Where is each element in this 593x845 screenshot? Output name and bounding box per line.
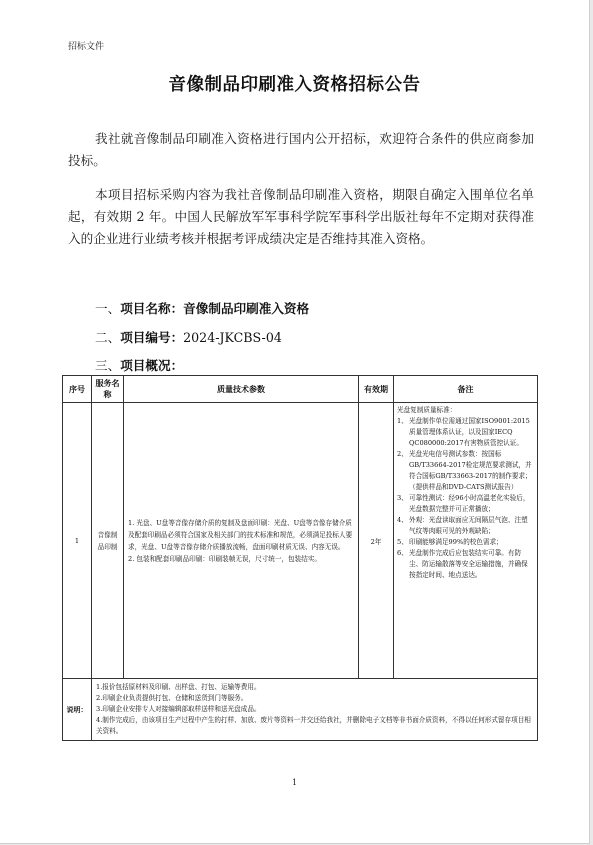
section-number: 二、 [95, 330, 121, 345]
overview-table [62, 375, 538, 741]
remark-text: 光盘制作完成后应包装结实可靠。有防尘、防运输散落等安全运输措施，并确保按指定时间、地点送达。 [409, 549, 528, 579]
remark-number: 1、 [397, 417, 408, 425]
remark-text: 印刷能够满足99%的校色需求； [409, 538, 503, 546]
note-item: 2.印刷企业负责提供打包、仓储和送货到门等服务。 [96, 694, 248, 702]
notes-cell [92, 679, 538, 741]
remark-item [397, 537, 534, 548]
remark-item [397, 548, 534, 581]
scope-paragraph: 本项目招标采购内容为我社音像制品印刷准入资格，期限自确定入围单位名单起，有效期 2 年。中国人民解放军军事科学院军事科学出版社每年不定期对获得准入的企业进行业绩考核并根据考评成绩决定是否维持其准入资格。 [68, 187, 534, 247]
section-label: 项目编号： [120, 330, 184, 345]
remark-item [397, 416, 534, 449]
section-label: 项目概况： [120, 358, 184, 373]
section-project-name [95, 298, 309, 317]
remark-text: 光盘光电信号测试参数：按国标GB/T33664-2017检定规范要求测试，并符合国标GB/T33663-2017的制作要求；（提供样品和DVD-CATS测试报告） [409, 450, 532, 491]
section-number: 三、 [95, 358, 121, 373]
remark-text: 外观：光盘读取面应无间隔层气泡、注塑气纹等肉眼可见的外观缺陷； [409, 516, 528, 535]
cell-seq: 1 [63, 403, 92, 679]
page-title: 音像制品印刷准入资格招标公告 [168, 75, 421, 95]
remark-text: 光盘制作单位需通过国家ISO9001:2015质量管理体系认证，以及国家IECQ QC080000:2017有害物质管控认证。 [409, 417, 530, 447]
section-number: 一、 [95, 301, 121, 316]
header-name: 服务名称 [92, 376, 124, 403]
remark-item [397, 515, 534, 537]
section-label: 项目名称： [120, 301, 184, 316]
table-header-row [63, 376, 538, 403]
note-item: 4.制作完成后，由该项目生产过程中产生的打样、加放、废片等资料一并交还给我社，并删除电子文档等非书面介质资料，不得以任何形式留存项目相关资料。 [96, 716, 531, 735]
cell-service-name: 音像制品印制 [92, 403, 124, 679]
table-notes-row [63, 679, 538, 741]
section-project-overview [95, 355, 183, 374]
note-item: 3.印刷企业安排专人对接编辑部取样送样和送光盘成品。 [96, 705, 261, 713]
remark-number: 6、 [397, 549, 408, 557]
note-item: 1.报价包括原材料及印刷、出样盘、打包、运输等费用。 [96, 683, 261, 691]
remark-number: 4、 [397, 516, 408, 524]
section-value: 音像制品印刷准入资格 [183, 301, 310, 316]
header-validity: 有效期 [359, 376, 394, 403]
remark-number: 5、 [397, 538, 408, 546]
remark-number: 3、 [397, 494, 408, 502]
section-value: 2024-JKCBS-04 [183, 330, 282, 345]
section-project-code [95, 327, 282, 346]
cell-quality-params: 1. 光盘、U盘等音像存储介质的复制及盘面印刷：光盘、U盘等音像存储介质及配套印刷品必须符合国家及相关部门的技术标准和规范，必须满足投标人要求，光盘、U盘等音像存储介质播放流畅，盘面印刷材质无误、内容无误。 2. 包装和配套印刷品印刷：印刷装帧无误，尺寸统一，包装结实。 [124, 403, 359, 679]
header-label: 招标文件 [68, 42, 105, 52]
remark-item [397, 449, 534, 493]
header-seq: 序号 [63, 376, 92, 403]
intro-paragraph: 我社就音像制品印刷准入资格进行国内公开招标，欢迎符合条件的供应商参加投标。 [68, 131, 534, 169]
remark-item [397, 493, 534, 515]
cell-validity: 2年 [359, 403, 394, 679]
remarks-title: 光盘复制质量标准： [397, 406, 457, 414]
remark-number: 2、 [397, 450, 408, 458]
table-row [63, 403, 538, 679]
notes-label: 说明： [63, 679, 92, 741]
cell-remarks [394, 403, 538, 679]
remark-text: 可靠性测试：经96小时高温老化实验后，光盘数据完整并可正常播放； [409, 494, 530, 513]
header-quality: 质量技术参数 [124, 376, 359, 403]
page-number: 1 [291, 778, 298, 787]
header-remarks: 备注 [394, 376, 538, 403]
